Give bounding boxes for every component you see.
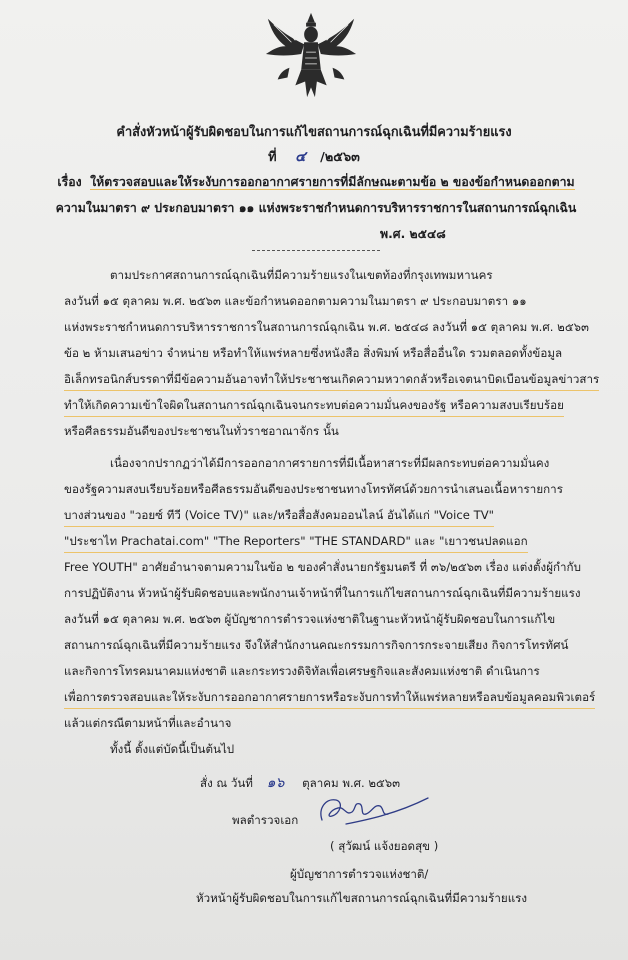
date-rest: ตุลาคม พ.ศ. ๒๕๖๓ — [302, 776, 401, 790]
divider — [252, 250, 380, 251]
p1-line-2: ลงวันที่ ๑๕ ตุลาคม พ.ศ. ๒๕๖๓ และข้อกำหนดออกตามความในมาตรา ๙ ประกอบมาตรา ๑๑ — [64, 294, 527, 308]
order-number-handwritten: ๔ — [295, 149, 306, 165]
p2-line-10: เพื่อการตรวจสอบและให้ระงับการออกอากาศรายการหรือระงับการทำให้แพร่หลายหรือลบข้อมูลคอมพิวเตอร์ — [64, 689, 595, 709]
date-day-handwritten: ๑๖ — [266, 775, 285, 791]
subject-line-2: ความในมาตรา ๙ ประกอบมาตรา ๑๑ แห่งพระราชกำหนดการบริหารราชการในสถานการณ์ฉุกเฉิน — [55, 201, 577, 215]
order-title: คำสั่งหัวหน้าผู้รับผิดชอบในการแก้ไขสถานการณ์ฉุกเฉินที่มีความร้ายแรง — [116, 125, 512, 140]
order-number-prefix: ที่ — [268, 150, 277, 165]
subject-line-1 — [36, 173, 596, 192]
p1-line-6: ทำให้เกิดความเข้าใจผิดในสถานการณ์ฉุกเฉินจนกระทบต่อความมั่นคงของรัฐ หรือความสงบเรียบร้อย — [64, 397, 564, 417]
handwritten-signature — [316, 790, 436, 834]
p2-line-4: "ประชาไท Prachatai.com" "The Reporters" "THE STANDARD" และ "เยาวชนปลดแอก — [64, 533, 528, 553]
p1-line-5: อิเล็กทรอนิกส์บรรดาที่มีข้อความอันอาจทำให้ประชาชนเกิดความหวาดกลัวหรือเจตนาบิดเบือนข้อมูลข่าวสาร — [64, 371, 599, 391]
p3-line-1: ทั้งนี้ ตั้งแต่บัดนี้เป็นต้นไป — [110, 742, 235, 756]
signer-rank: พลตำรวจเอก — [232, 813, 299, 827]
order-number-suffix: /๒๕๖๓ — [320, 150, 360, 165]
order-number-line — [0, 146, 628, 168]
p1-line-4: ข้อ ๒ ห้ามเสนอข่าว จำหน่าย หรือทำให้แพร่หลายซึ่งหนังสือ สิ่งพิมพ์ หรือสื่ออื่นใด รวมตลอดทั้งข้อมูล — [64, 346, 563, 360]
garuda-emblem — [262, 8, 360, 104]
subject-text-1: ให้ตรวจสอบและให้ระงับการออกอากาศรายการที่มีลักษณะตามข้อ ๒ ของข้อกำหนดออกตาม — [90, 175, 575, 189]
p1-line-3: แห่งพระราชกำหนดการบริหารราชการในสถานการณ์ฉุกเฉิน พ.ศ. ๒๕๔๘ ลงวันที่ ๑๕ ตุลาคม พ.ศ. ๒๕๖๓ — [64, 320, 589, 334]
p2-line-3: บางส่วนของ "วอยซ์ ทีวี (Voice TV)" และ/หรือสื่อสังคมออนไลน์ อันได้แก่ "Voice TV" — [64, 507, 494, 527]
signer-position-1: ผู้บัญชาการตำรวจแห่งชาติ/ — [290, 867, 429, 881]
subject-label: เรื่อง — [57, 175, 82, 189]
signer-position-2: หัวหน้าผู้รับผิดชอบในการแก้ไขสถานการณ์ฉุกเฉินที่มีความร้ายแรง — [196, 891, 528, 905]
p2-line-1: เนื่องจากปรากฏว่าได้มีการออกอากาศรายการที่มีเนื้อหาสาระที่มีผลกระทบต่อความมั่นคง — [110, 456, 550, 470]
p1-line-1: ตามประกาศสถานการณ์ฉุกเฉินที่มีความร้ายแรงในเขตท้องที่กรุงเทพมหานคร — [110, 268, 493, 282]
p2-line-9: และกิจการโทรคมนาคมแห่งชาติ และกระทรวงดิจิทัลเพื่อเศรษฐกิจและสังคมแห่งชาติ ดำเนินการ — [64, 664, 540, 678]
p2-line-6: การปฏิบัติงาน หัวหน้าผู้รับผิดชอบและพนักงานเจ้าหน้าที่ในการแก้ไขสถานการณ์ฉุกเฉินที่มีความร้ายแรง — [64, 586, 581, 600]
signer-name: ( สุวัฒน์ แจ้งยอดสุข ) — [330, 839, 439, 853]
subject-line-3: พ.ศ. ๒๕๔๘ — [380, 227, 446, 241]
p2-line-11: แล้วแต่กรณีตามหน้าที่และอำนาจ — [64, 716, 232, 730]
p2-line-5: Free YOUTH" อาศัยอำนาจตามความในข้อ ๒ ของคำสั่งนายกรัฐมนตรี ที่ ๓๖/๒๕๖๓ เรื่อง แต่งตั้งผู้กำกับ — [64, 560, 581, 574]
p2-line-2: ของรัฐความสงบเรียบร้อยหรือศีลธรรมอันดีของประชาชนทางโทรทัศน์ด้วยการนำเสนอเนื้อหารายการ — [64, 482, 563, 496]
p2-line-7: ลงวันที่ ๑๕ ตุลาคม พ.ศ. ๒๕๖๓ ผู้บัญชาการตำรวจแห่งชาติในฐานะหัวหน้าผู้รับผิดชอบในการแก้ไข — [64, 612, 556, 626]
date-prefix: สั่ง ณ วันที่ — [200, 776, 253, 790]
p2-line-8: สถานการณ์ฉุกเฉินที่มีความร้ายแรง จึงให้สำนักงานคณะกรรมการกิจการกระจายเสียง กิจการโทรทัศน์ — [64, 638, 569, 652]
p1-line-7: หรือศีลธรรมอันดีของประชาชนในทั่วราชอาณาจักร นั้น — [64, 424, 339, 438]
